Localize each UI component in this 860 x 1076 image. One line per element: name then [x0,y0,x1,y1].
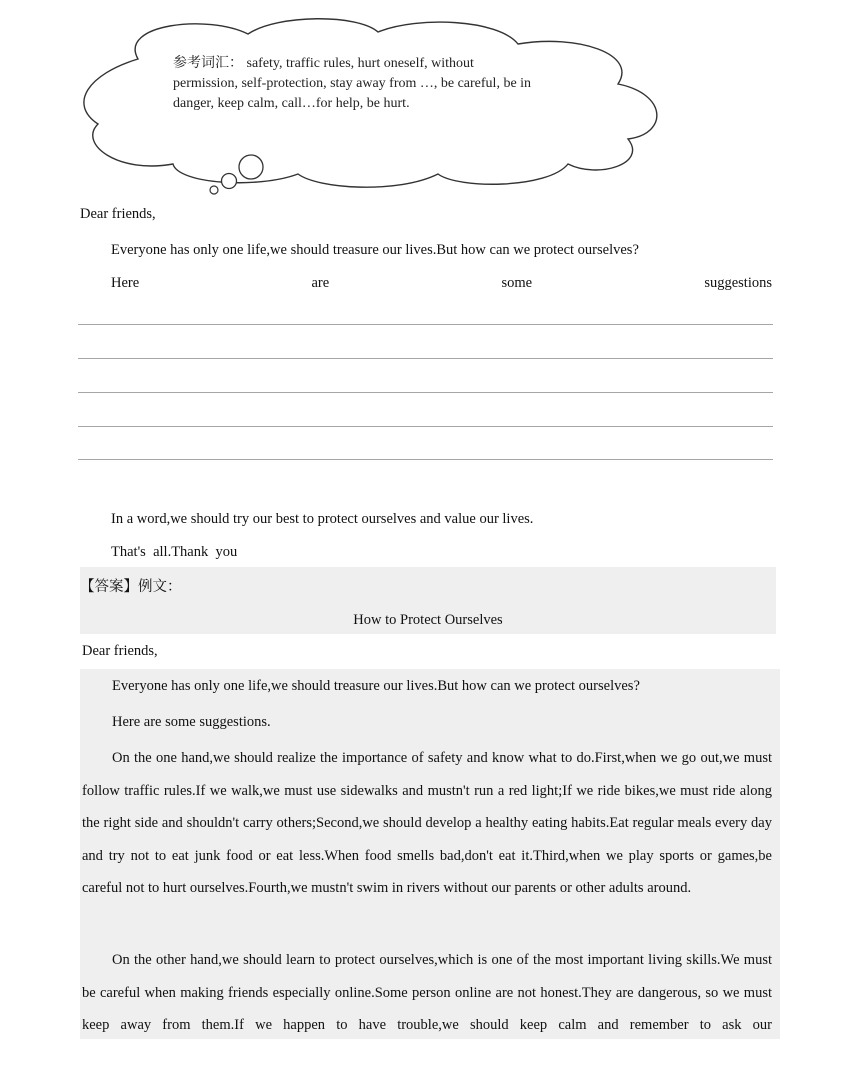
vocabulary-list: safety, traffic rules, hurt oneself, without permission, self-protection, stay away from …, be careful, be in danger, keep calm, call…for help, be hurt. [173,56,532,111]
lead-word: Here [111,275,140,291]
letter-closing-2: That's all.Thank you [111,544,238,560]
vocabulary-label: 参考词汇： [173,56,243,71]
writing-line [78,358,773,359]
lead-word: some [501,275,533,291]
answer-label: 【答案】例文： [80,579,182,595]
writing-line [78,459,773,460]
lead-word: are [311,275,330,291]
letter-lead-line [111,274,772,292]
vocabulary-text [173,54,533,114]
writing-line [78,392,773,393]
writing-line [78,324,773,325]
writing-line [78,426,773,427]
answer-paragraph-1: Everyone has only one life,we should treasure our lives.But how can we protect ourselves? [112,678,640,694]
answer-paragraph-2: Here are some suggestions. [112,714,271,730]
answer-greeting: Dear friends, [82,643,158,659]
answer-title: How to Protect Ourselves [353,612,503,628]
answer-paragraph-3: On the one hand,we should realize the importance of safety and know what to do.First,when we go out,we must follow traffic rules.If we walk,we must use sidewalks and mustn't run a red light;If we ride bikes,we must ride along the right side and shouldn't carry others;Second,we should develop a healthy eating habits.Eat regular meals every day and try not to eat junk food or eat less.When food smells bad,don't eat it.Third,when we play sports or games,be careful not to hurt ourselves.Fourth,we mustn't swim in rivers without our parents or other adults around. [82,750,772,896]
letter-intro: Everyone has only one life,we should treasure our lives.But how can we protect ourselves? [111,242,639,258]
lead-word: suggestions [704,275,772,291]
letter-closing-1: In a word,we should try our best to protect ourselves and value our lives. [111,511,534,527]
answer-paragraph-4: On the other hand,we should learn to protect ourselves,which is one of the most important living skills.We must be careful when making friends especially online.Some person online are not honest.They are dangerous, so we must keep away from them.If we happen to have trouble,we should keep calm and remember to ask our [82,952,772,1033]
letter-greeting: Dear friends, [80,206,156,222]
